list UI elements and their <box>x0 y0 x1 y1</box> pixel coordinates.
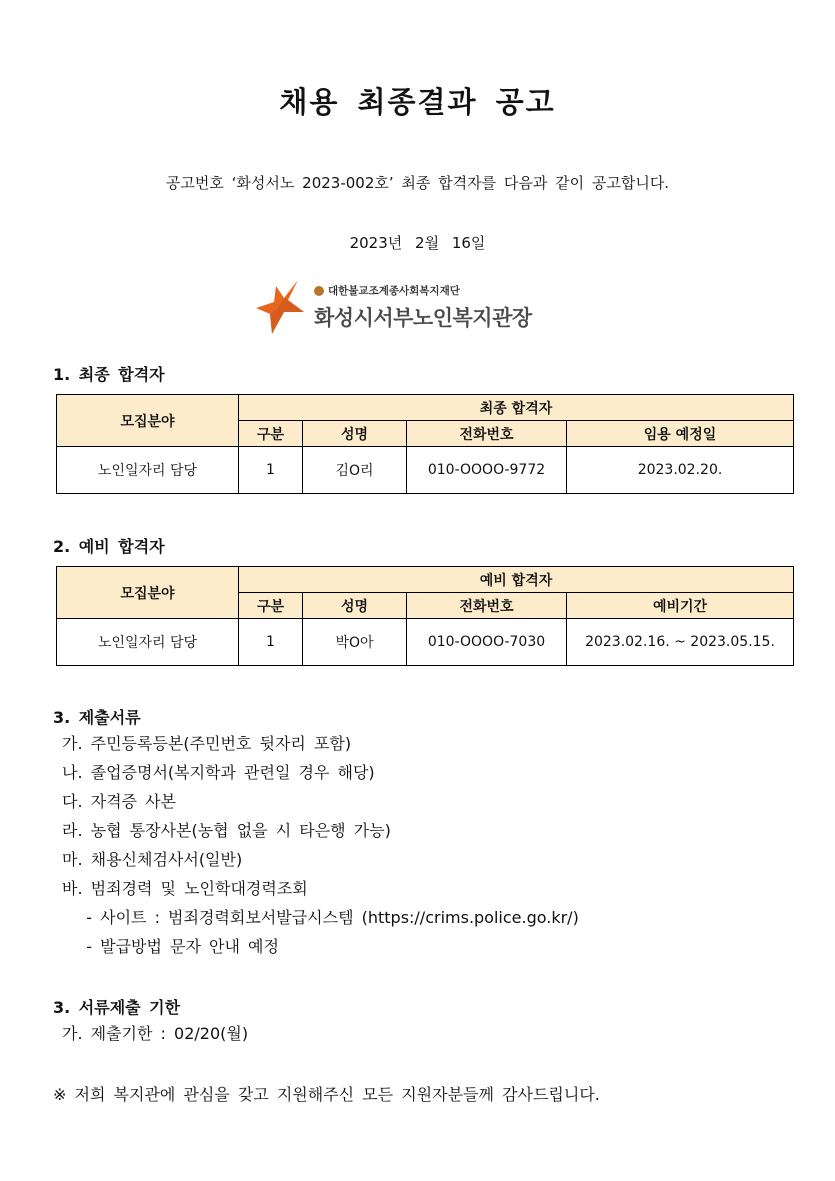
table-cell: 2023.02.20. <box>567 447 794 494</box>
list-item: - 발급방법 문자 안내 예정 <box>62 937 279 956</box>
table-cell: 010-OOOO-9772 <box>407 447 567 494</box>
notice-date: 2023년 2월 16일 <box>349 234 486 252</box>
list-item: 바. 범죄경력 및 노인학대경력조회 <box>62 879 308 898</box>
table-cell: 010-OOOO-7030 <box>407 619 567 666</box>
final-table <box>56 394 794 494</box>
docs-list <box>62 729 579 961</box>
center-name: 화성시서부노인복지관장 <box>314 306 532 330</box>
table-cell: 1 <box>239 619 303 666</box>
col-header: 성명 <box>303 593 407 619</box>
reserve-heading: 2. 예비 합격자 <box>53 537 165 556</box>
group-header: 최종 합격자 <box>239 395 794 421</box>
foundation-label: 대한불교조계종사회복지재단 <box>328 285 460 297</box>
star-emblem-icon <box>254 278 306 336</box>
list-item: 가. 주민등록등본(주민번호 뒷자리 포함) <box>62 734 352 753</box>
group-header: 예비 합격자 <box>239 567 794 593</box>
col-header: 구분 <box>239 421 303 447</box>
list-item: 다. 자격증 사본 <box>62 792 176 811</box>
col-field-header: 모집분야 <box>57 395 239 447</box>
table-cell: 박O아 <box>303 619 407 666</box>
deadline-heading: 3. 서류제출 기한 <box>53 998 181 1017</box>
list-item: 마. 채용신체검사서(일반) <box>62 850 243 869</box>
col-header: 구분 <box>239 593 303 619</box>
table-cell: 김O리 <box>303 447 407 494</box>
final-heading: 1. 최종 합격자 <box>53 365 165 384</box>
reserve-table <box>56 566 794 666</box>
col-header: 성명 <box>303 421 407 447</box>
seal-icon <box>314 286 324 296</box>
col-header: 임용 예정일 <box>567 421 794 447</box>
intro-text: 공고번호 ‘화성서노 2023-002호’ 최종 합격자를 다음과 같이 공고합니다. <box>165 174 670 192</box>
list-item: - 사이트 : 범죄경력회보서발급시스템 (https://crims.police.go.kr/) <box>62 908 579 927</box>
col-field-header: 모집분야 <box>57 567 239 619</box>
list-item: 나. 졸업증명서(복지학과 관련일 경우 해당) <box>62 763 375 782</box>
col-header: 전화번호 <box>407 421 567 447</box>
table-cell: 노인일자리 담당 <box>57 619 239 666</box>
table-cell: 노인일자리 담당 <box>57 447 239 494</box>
page-title: 채용 최종결과 공고 <box>279 85 556 119</box>
thanks-note: ※ 저희 복지관에 관심을 갖고 지원해주신 모든 지원자분들께 감사드립니다. <box>53 1085 600 1104</box>
col-header: 전화번호 <box>407 593 567 619</box>
list-item: 라. 농협 통장사본(농협 없을 시 타은행 가능) <box>62 821 391 840</box>
docs-heading: 3. 제출서류 <box>53 708 141 727</box>
foundation-name <box>314 283 460 298</box>
list-item: 가. 제출기한 : 02/20(월) <box>62 1024 249 1043</box>
deadline-list <box>62 1019 248 1048</box>
table-cell: 1 <box>239 447 303 494</box>
organization-logo <box>254 278 554 336</box>
table-cell: 2023.02.16. ~ 2023.05.15. <box>567 619 794 666</box>
col-header: 예비기간 <box>567 593 794 619</box>
